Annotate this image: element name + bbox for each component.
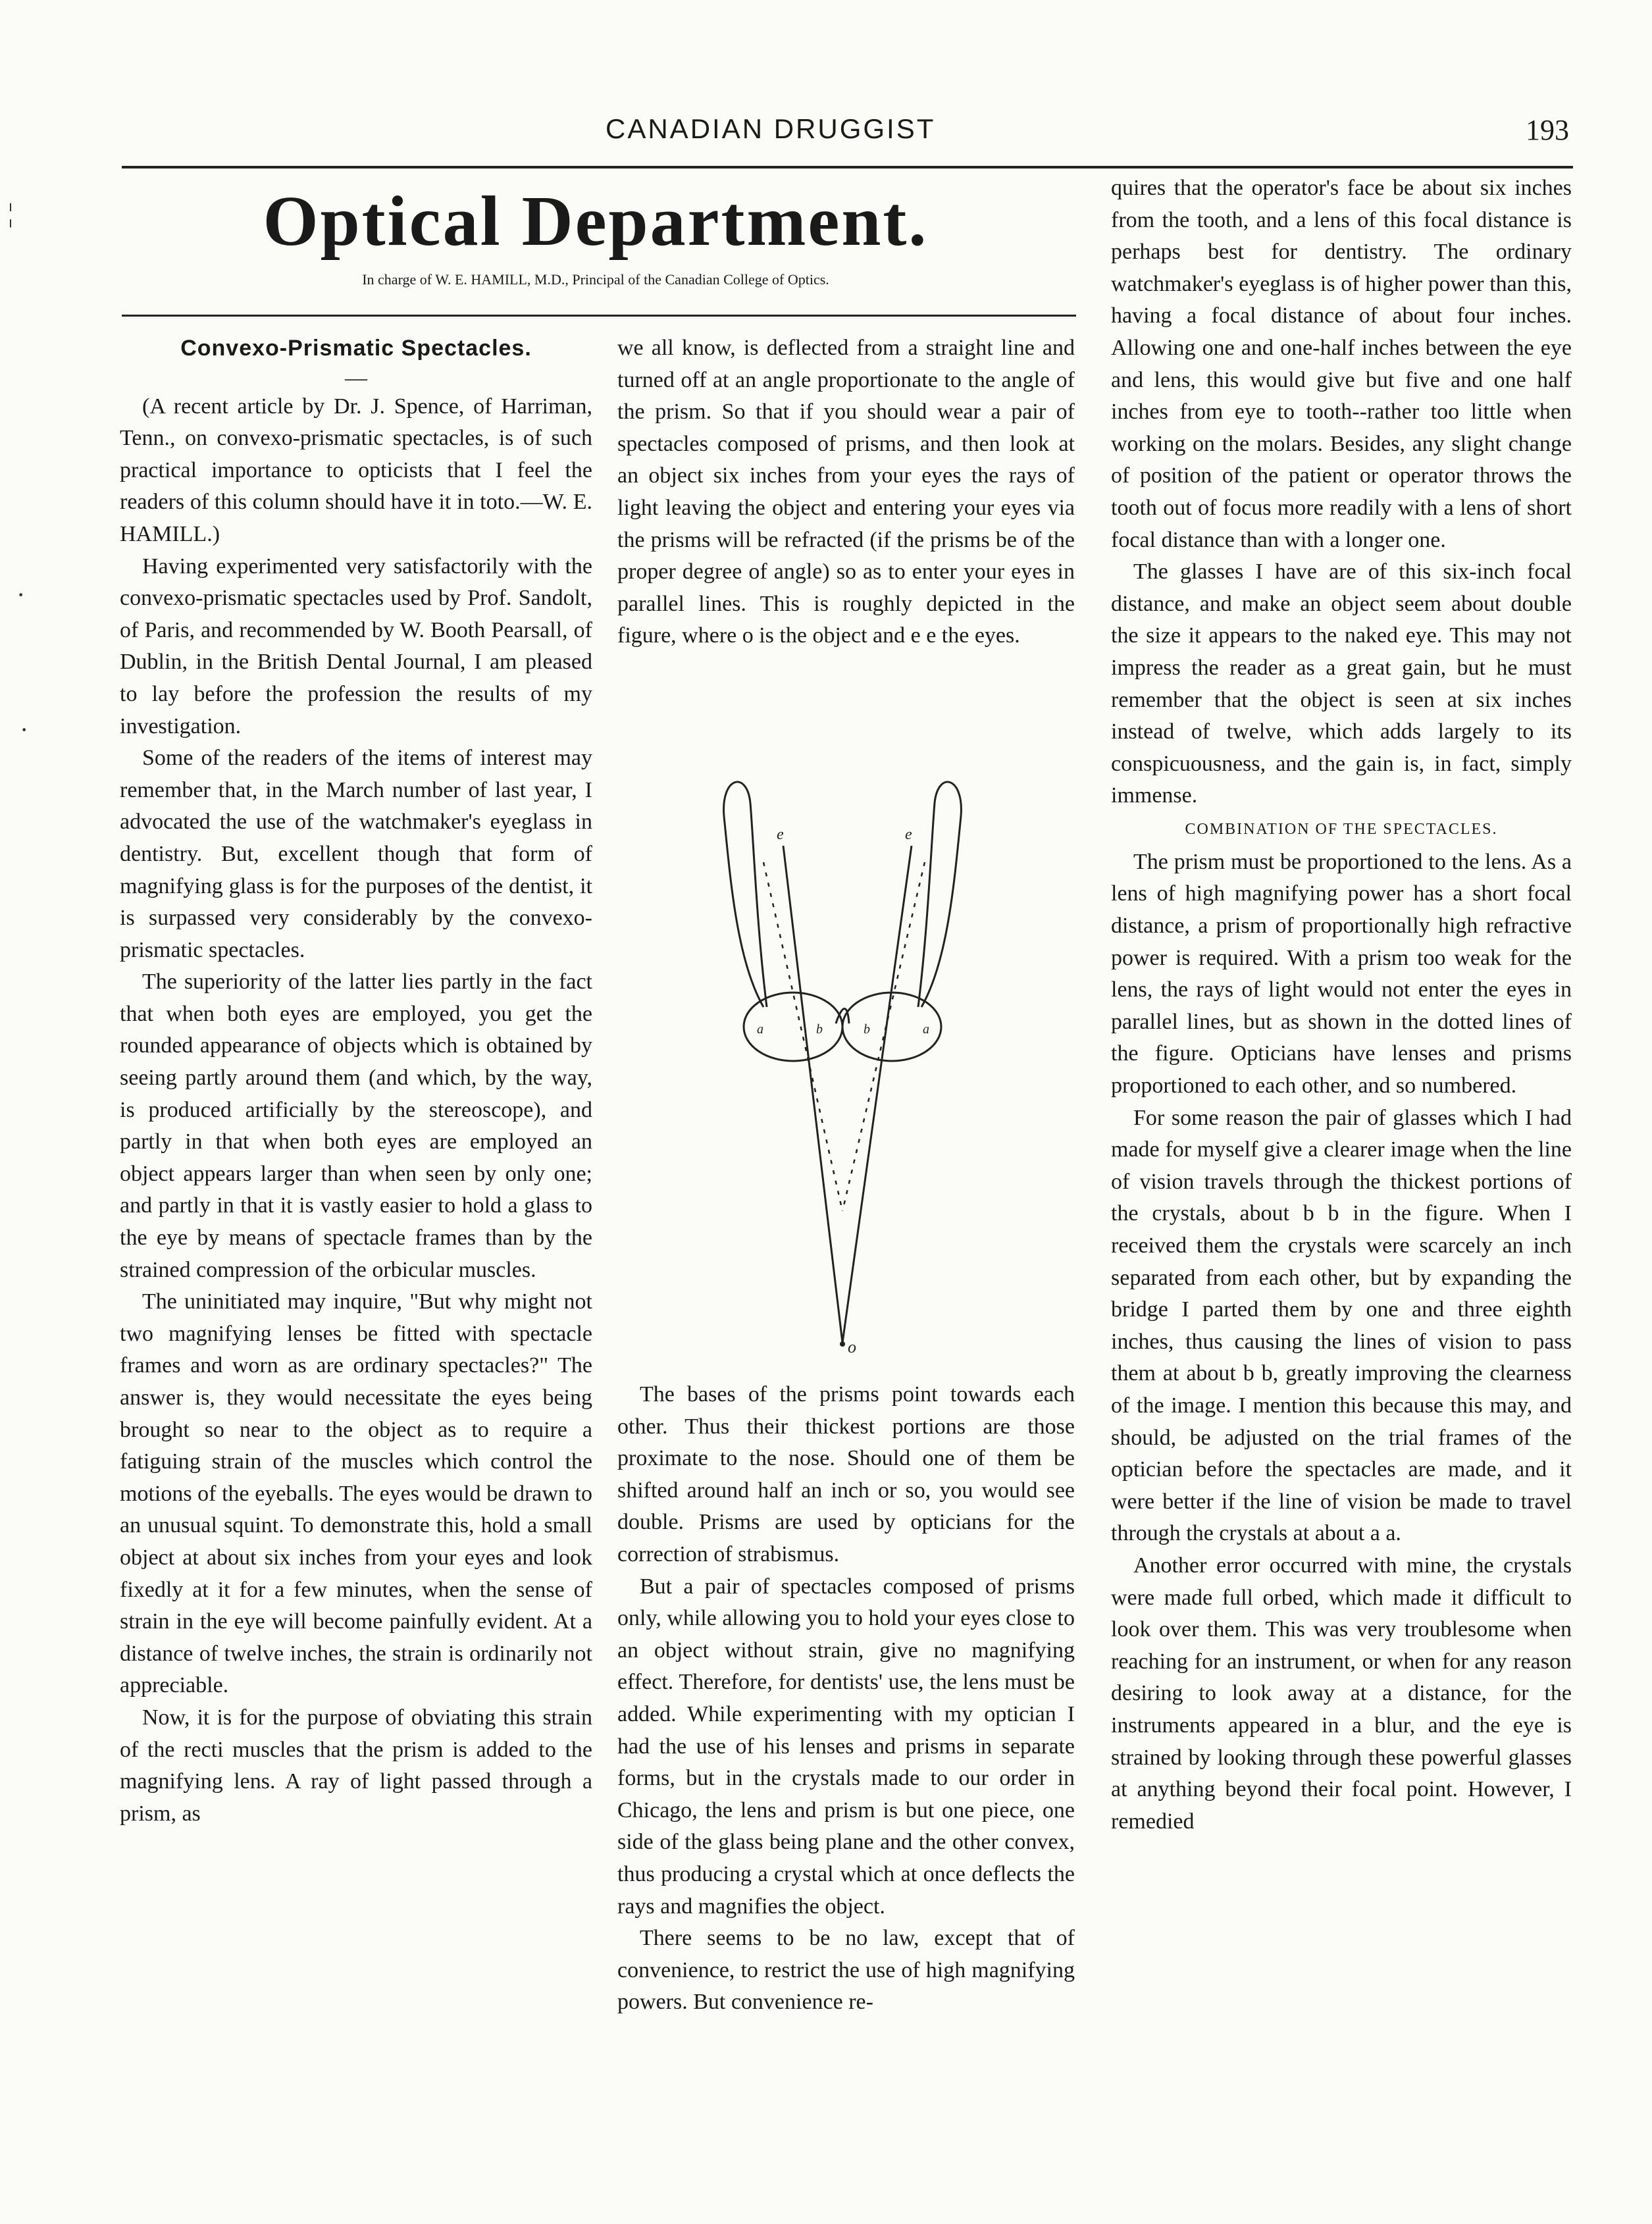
paragraph: The uninitiated may inquire, "But why might not two magnifying lenses be fitted with spectacle frames and worn as are ordinary spectacles?" The answer is, they would necessitate the eyes being brought so near to the object as to require a fatiguing strain of the muscles which control the motions of the eyeballs. The eyes would be drawn to an unusual squint. To demonstrate this, hold a small object at about six inches from your eyes and look fixedly at it for a few minutes, when the sense of strain in the eye will become painfully evident. At a distance of twelve inches, the strain is ordinarily not appreciable. (120, 1289, 592, 1698)
paragraph: The prism must be proportioned to the lens. As a lens of high magnifying power has a short focal distance, a prism of proportionally high refractive power is required. With a prism too weak for the lens, the rays of light would not enter the eyes in parallel lines, but as shown in the dotted lines of the figure. Opticians have lenses and prisms proportioned to each other, and so numbered. (1111, 849, 1572, 1099)
figure-label-e-right: e (905, 826, 912, 843)
paragraph: For some reason the pair of glasses which I had made for myself give a clearer image when the line of vision travels through the thickest portions of the crystals, about b b in the figure. When I received them the crystals were scarcely an inch separated from each other, but by expanding the bridge I parted them by one and three eighth inches, thus causing the lines of vision to pass them at about b b, greatly improving the clearness of the image. I mention this because this may, and should, be adjusted on the trial frames of the optician before the spectacles are made, and it were better if the line of vision be made to travel through the crystals at about a a. (1111, 1105, 1572, 1546)
figure-label-b-left: b (816, 1022, 823, 1037)
column-2-top (617, 332, 1075, 652)
paragraph: quires that the operator's face be about six inches from the tooth, and a lens of this focal distance is perhaps best for dentistry. The ordinary watchmaker's eyeglass is of higher power than this, having a focal distance of about four inches. Allowing one and one-half inches between the eye and lens, this would give but five and one half inches from eye to tooth--rather too little when working on the molars. Besides, any slight change of position of the patient or operator throws the tooth out of focus more readily with a lens of short focal distance than with a longer one. (1111, 176, 1572, 552)
paragraph: There seems to be no law, except that of convenience, to restrict the use of high magnifying powers. But convenience re- (617, 1926, 1075, 2015)
paragraph: we all know, is deflected from a straight line and turned off at an angle proportionate to the angle of the prism. So that if you should wear a pair of spectacles composed of prisms, and then look at an object six inches from your eyes the rays of light leaving the object and entering your eyes via the prisms will be refracted (if the prisms be of the proper degree of angle) so as to enter your eyes in parallel lines. This is roughly depicted in the figure, where o is the object and e e the eyes. (617, 336, 1075, 648)
editor-note: (A recent article by Dr. J. Spence, of Harriman, Tenn., on convexo-prismatic spectacles, is of such practical importance to opticists that I feel the readers of this column should have it in toto.—W. E. HAMILL.) (120, 394, 592, 546)
paragraph: Another error occurred with mine, the crystals were made full orbed, which made it difficult to look over them. This was very troublesome when reaching for an instrument, or when for any reason desiring to look away at a distance, for the instruments appeared in a blur, and the eye is strained by looking through these powerful glasses at anything beyond their focal point. However, I remedied (1111, 1553, 1572, 1834)
paragraph: Some of the readers of the items of interest may remember that, in the March number of last year, I advocated the use of the watchmaker's eyeglass in dentistry. But, excellent though that form of magnifying glass is for the purposes of the dentist, it is surpassed very considerably by the convexo-prismatic spectacles. (120, 746, 592, 962)
right-temple (918, 782, 961, 1007)
column-2-bottom (617, 1379, 1075, 2019)
spectacles-figure (684, 763, 1000, 1356)
margin-scan-mark: ¦ (8, 198, 14, 228)
paragraph: Now, it is for the purpose of obviating this strain of the recti muscles that the prism is added to the magnifying lens. A ray of light passed through a prism, as (120, 1705, 592, 1826)
right-dotted-ray (842, 862, 925, 1211)
figure-label-b-right: b (864, 1022, 870, 1037)
journal-title: CANADIAN DRUGGIST (606, 113, 936, 144)
right-ray (842, 846, 912, 1343)
paragraph: The superiority of the latter lies partly in the fact that when both eyes are employed, you get the rounded appearance of objects which is obtained by seeing partly around them (and which, by the way, is produced artificially by the stereoscope), and partly in that when both eyes are employed an object appears larger than when seen by only one; and partly in that it is vastly easier to hold a glass to the eye by means of spectacle frames than by the strained compression of the orbicular muscles. (120, 970, 592, 1282)
running-head (0, 113, 1652, 153)
header-rule (122, 166, 1573, 168)
page-number: 193 (1526, 114, 1569, 146)
department-title: Optical Department. (263, 182, 929, 261)
figure-label-e-left: e (777, 826, 784, 843)
column-3 (1111, 172, 1572, 1838)
section-subhead: COMBINATION OF THE SPECTACLES. (1185, 820, 1498, 838)
figure-label-o: o (848, 1337, 856, 1356)
paragraph: Having experimented very satisfactorily with the convexo-prismatic spectacles used by Prof. Sandolt, of Paris, and recommended by W. Booth Pearsall, of Dublin, in the British Dental Journal, I am pleased to lay before the profession the results of my investigation. (120, 554, 592, 738)
article-title: Convexo-Prismatic Spectacles. (180, 336, 532, 361)
paragraph: The bases of the prisms point towards each other. Thus their thickest portions are those proximate to the nose. Should one of them be shifted around half an inch or so, you would see double. Prisms are used by opticians for the correction of strabismus. (617, 1382, 1075, 1566)
figure-label-a-left: a (757, 1022, 763, 1037)
margin-scan-mark: · (20, 715, 29, 744)
department-byline: In charge of W. E. HAMILL, M.D., Principal of the Canadian College of Optics. (362, 271, 829, 288)
paragraph: The glasses I have are of this six-inch focal distance, and make an object seem about double the size it appears to the naked eye. This may not impress the reader as a great gain, but he must remember that the object is seen at six inches instead of twelve, which adds largely to its conspicuousness, and the gain is, in fact, simply immense. (1111, 559, 1572, 808)
object-point (840, 1341, 845, 1347)
left-dotted-ray (763, 862, 842, 1211)
title-dash: — (345, 365, 367, 390)
paragraph: But a pair of spectacles composed of prisms only, while allowing you to hold your eyes close to an object without strain, give no magnifying effect. Therefore, for dentists' use, the lens must be added. While experimenting with my optician I had the use of his lenses and prisms in separate forms, but in the crystals made to our order in Chicago, the lens and prism is but one piece, one side of the glass being plane and the other convex, thus producing a crystal which at once deflects the rays and magnifies the object. (617, 1574, 1075, 1919)
title-rule (122, 315, 1076, 317)
left-ray (783, 846, 842, 1343)
column-1 (120, 332, 592, 1830)
left-temple (724, 782, 767, 1007)
figure-label-a-right: a (923, 1022, 929, 1037)
margin-scan-mark: · (16, 580, 26, 609)
